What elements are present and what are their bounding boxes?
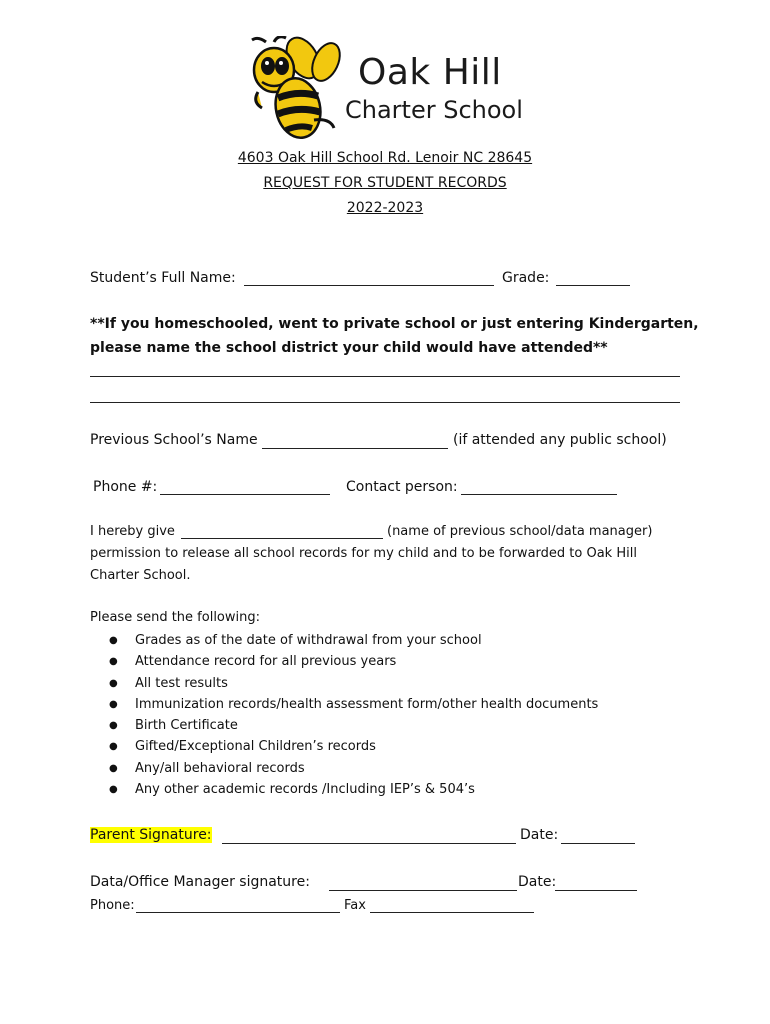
homeschool-note-line1: **If you homeschooled, went to private school or just entering Kindergarten, <box>90 316 699 332</box>
office-phone-field[interactable] <box>136 912 340 913</box>
student-name-label: Student’s Full Name: <box>90 270 236 286</box>
send-label: Please send the following: <box>90 610 261 625</box>
list-item: ● Attendance record for all previous years <box>135 651 598 672</box>
phone-field[interactable] <box>160 494 330 495</box>
contact-person-field[interactable] <box>461 494 617 495</box>
office-date-field[interactable] <box>555 890 637 891</box>
school-name: Oak Hill <box>358 52 502 93</box>
permission-prefix: I hereby give <box>90 524 175 539</box>
grade-label: Grade: <box>502 270 550 286</box>
fax-label: Fax <box>344 898 366 913</box>
previous-school-field[interactable] <box>262 448 448 449</box>
permission-line2: permission to release all school records for my child and to be forwarded to Oak Hill <box>90 546 637 561</box>
list-item: ● Any other academic records /Including IEP’s & 504’s <box>135 779 598 800</box>
list-item: ● All test results <box>135 673 598 694</box>
district-field-2[interactable] <box>90 402 680 403</box>
form-title: REQUEST FOR STUDENT RECORDS <box>263 175 507 191</box>
list-item: ● Birth Certificate <box>135 715 598 736</box>
school-year: 2022-2023 <box>346 200 424 216</box>
grade-field[interactable] <box>556 285 630 286</box>
parent-signature-label: Parent Signature: <box>90 827 212 843</box>
student-name-field[interactable] <box>244 285 494 286</box>
homeschool-note-line2: please name the school district your child would have attended** <box>90 340 608 356</box>
records-list <box>90 630 598 800</box>
district-field-1[interactable] <box>90 376 680 377</box>
office-signature-label: Data/Office Manager signature: <box>90 874 310 890</box>
previous-school-label: Previous School’s Name <box>90 432 258 448</box>
office-date-label: Date: <box>518 874 557 890</box>
previous-school-manager-field[interactable] <box>181 538 383 539</box>
list-item: ● Any/all behavioral records <box>135 758 598 779</box>
parent-date-label: Date: <box>520 827 559 843</box>
previous-school-suffix: (if attended any public school) <box>453 432 667 448</box>
office-signature-field[interactable] <box>329 890 517 891</box>
contact-person-label: Contact person: <box>346 479 458 495</box>
phone-label: Phone #: <box>93 479 158 495</box>
parent-signature-field[interactable] <box>222 843 516 844</box>
fax-field[interactable] <box>370 912 534 913</box>
list-item: ● Grades as of the date of withdrawal from your school <box>135 630 598 651</box>
list-item: ● Gifted/Exceptional Children’s records <box>135 736 598 757</box>
school-address: 4603 Oak Hill School Rd. Lenoir NC 28645 <box>237 150 533 166</box>
permission-suffix: (name of previous school/data manager) <box>387 524 653 539</box>
office-phone-label: Phone: <box>90 898 135 913</box>
list-item: ● Immunization records/health assessment form/other health documents <box>135 694 598 715</box>
permission-line3: Charter School. <box>90 568 191 583</box>
school-subtitle: Charter School <box>345 96 523 124</box>
parent-date-field[interactable] <box>561 843 635 844</box>
